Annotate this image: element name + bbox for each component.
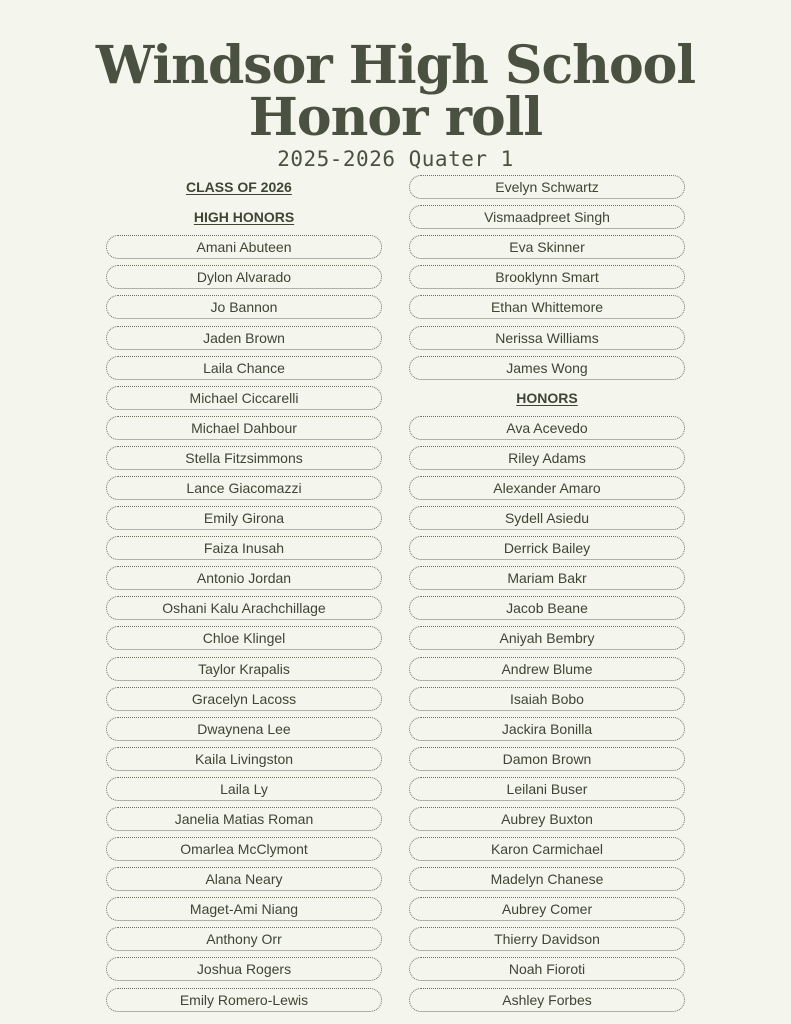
list-item: [409, 353, 685, 383]
student-name: Riley Adams: [409, 446, 685, 470]
student-name: Jackira Bonilla: [409, 717, 685, 741]
list-item: [409, 533, 685, 563]
list-item: [409, 954, 685, 984]
right-column: [409, 172, 685, 1015]
list-item: [106, 623, 382, 653]
student-name: Andrew Blume: [409, 657, 685, 681]
class-heading: CLASS OF 2026: [186, 179, 292, 196]
list-item: [106, 774, 382, 804]
list-item: [409, 924, 685, 954]
student-name: Ethan Whittemore: [409, 295, 685, 319]
student-name: Maget-Ami Niang: [106, 897, 382, 921]
student-name: Jaden Brown: [106, 326, 382, 350]
student-name: Amani Abuteen: [106, 235, 382, 259]
list-item: [409, 623, 685, 653]
student-name: Faiza Inusah: [106, 536, 382, 560]
page-title-line2: Honor roll: [248, 87, 543, 148]
student-name: Janelia Matias Roman: [106, 807, 382, 831]
list-item: [106, 804, 382, 834]
student-name: Laila Chance: [106, 356, 382, 380]
list-item: [409, 503, 685, 533]
list-item: [106, 533, 382, 563]
student-name: Joshua Rogers: [106, 957, 382, 981]
honors-heading: HONORS: [516, 389, 578, 406]
list-item: [106, 232, 382, 262]
high-honors-heading-row: [106, 202, 382, 232]
student-name: Dylon Alvarado: [106, 265, 382, 289]
student-name: Vismaadpreet Singh: [409, 205, 685, 229]
student-name: Brooklynn Smart: [409, 265, 685, 289]
list-item: [409, 202, 685, 232]
list-item: [106, 383, 382, 413]
student-name: Ava Acevedo: [409, 416, 685, 440]
list-item: [409, 804, 685, 834]
student-name: Isaiah Bobo: [409, 687, 685, 711]
student-name: Damon Brown: [409, 747, 685, 771]
list-item: [409, 654, 685, 684]
list-item: [409, 232, 685, 262]
student-name: Aniyah Bembry: [409, 626, 685, 650]
list-item: [106, 322, 382, 352]
list-item: [409, 322, 685, 352]
list-item: [409, 834, 685, 864]
list-item: [409, 292, 685, 322]
student-name: Noah Fioroti: [409, 957, 685, 981]
list-item: [409, 774, 685, 804]
page-title-line1: Windsor High School: [95, 35, 696, 96]
list-item: [106, 894, 382, 924]
list-item: [409, 744, 685, 774]
list-item: [106, 353, 382, 383]
list-item: [106, 443, 382, 473]
student-name: James Wong: [409, 356, 685, 380]
student-name: Gracelyn Lacoss: [106, 687, 382, 711]
student-name: Stella Fitzsimmons: [106, 446, 382, 470]
list-item: [409, 262, 685, 292]
left-column: [106, 172, 382, 1015]
student-name: Omarlea McClymont: [106, 837, 382, 861]
list-item: [409, 894, 685, 924]
student-name: Jo Bannon: [106, 295, 382, 319]
student-name: Eva Skinner: [409, 235, 685, 259]
list-item: [106, 563, 382, 593]
class-heading-row: [106, 172, 382, 202]
list-item: [409, 684, 685, 714]
list-item: [409, 443, 685, 473]
student-name: Ashley Forbes: [409, 988, 685, 1012]
list-item: [409, 985, 685, 1015]
student-name: Jacob Beane: [409, 596, 685, 620]
student-name: Taylor Krapalis: [106, 657, 382, 681]
student-name: Kaila Livingston: [106, 747, 382, 771]
list-item: [106, 292, 382, 322]
student-name: Emily Romero-Lewis: [106, 988, 382, 1012]
list-item: [409, 714, 685, 744]
student-name: Aubrey Buxton: [409, 807, 685, 831]
list-item: [106, 413, 382, 443]
list-item: [409, 593, 685, 623]
list-item: [106, 744, 382, 774]
student-name: Laila Ly: [106, 777, 382, 801]
list-item: [106, 954, 382, 984]
student-name: Dwaynena Lee: [106, 717, 382, 741]
student-name: Lance Giacomazzi: [106, 476, 382, 500]
list-item: [106, 985, 382, 1015]
student-name: Anthony Orr: [106, 927, 382, 951]
list-item: [106, 593, 382, 623]
list-item: [409, 413, 685, 443]
student-name: Nerissa Williams: [409, 326, 685, 350]
list-item: [106, 924, 382, 954]
student-name: Oshani Kalu Arachchillage: [106, 596, 382, 620]
honors-heading-row: [409, 383, 685, 413]
student-name: Antonio Jordan: [106, 566, 382, 590]
student-name: Aubrey Comer: [409, 897, 685, 921]
list-item: [106, 654, 382, 684]
list-item: [106, 503, 382, 533]
student-name: Michael Dahbour: [106, 416, 382, 440]
student-name: Michael Ciccarelli: [106, 386, 382, 410]
student-name: Alexander Amaro: [409, 476, 685, 500]
list-item: [409, 172, 685, 202]
student-name: Sydell Asiedu: [409, 506, 685, 530]
student-name: Madelyn Chanese: [409, 867, 685, 891]
student-name: Derrick Bailey: [409, 536, 685, 560]
list-item: [106, 684, 382, 714]
student-name: Alana Neary: [106, 867, 382, 891]
student-name: Evelyn Schwartz: [409, 175, 685, 199]
high-honors-heading: HIGH HONORS: [193, 209, 295, 226]
student-name: Emily Girona: [106, 506, 382, 530]
list-item: [409, 864, 685, 894]
list-item: [106, 864, 382, 894]
page-subtitle: 2025-2026 Quater 1: [277, 147, 514, 171]
list-item: [106, 473, 382, 503]
student-name: Mariam Bakr: [409, 566, 685, 590]
list-item: [106, 714, 382, 744]
list-item: [409, 563, 685, 593]
list-item: [106, 834, 382, 864]
student-name: Thierry Davidson: [409, 927, 685, 951]
list-item: [409, 473, 685, 503]
list-item: [106, 262, 382, 292]
student-name: Leilani Buser: [409, 777, 685, 801]
student-name: Karon Carmichael: [409, 837, 685, 861]
student-name: Chloe Klingel: [106, 626, 382, 650]
